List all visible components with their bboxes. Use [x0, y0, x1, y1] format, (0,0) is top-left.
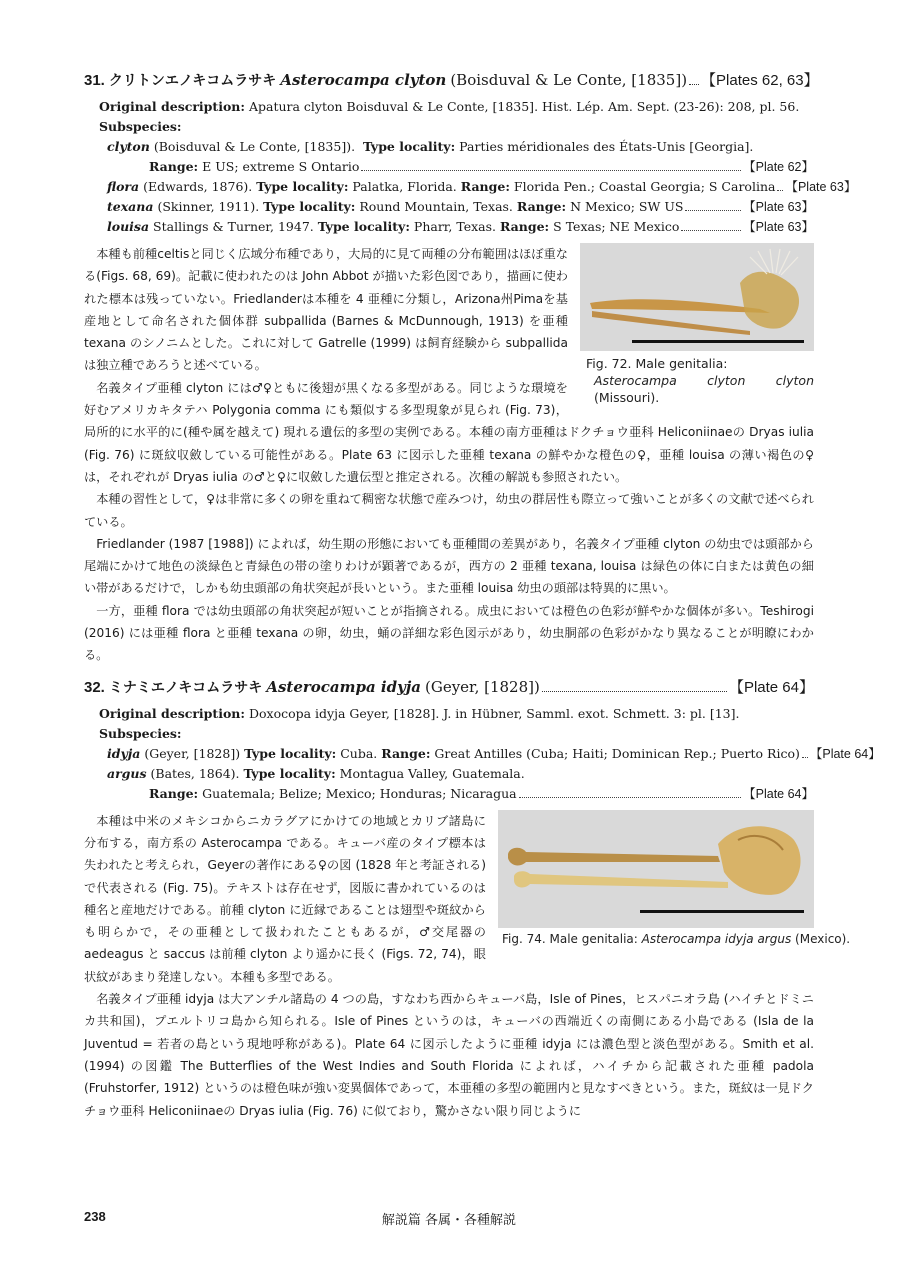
species-32-body	[84, 810, 851, 1122]
figure-72-caption: Fig. 72. Male genitalia: Asterocampa clyton clyton (Missouri).	[586, 356, 814, 405]
subspecies-argus: argus (Bates, 1864). Type locality: Montagua Valley, Guatemala.	[107, 765, 525, 781]
genitalia-photo-74	[498, 810, 814, 928]
subspecies-label: Subspecies:	[99, 725, 182, 741]
figure-74-caption: Fig. 74. Male genitalia: Asterocampa idyja argus (Mexico).	[502, 931, 851, 946]
author: (Boisduval & Le Conte, [1835])	[450, 71, 688, 89]
species-32-heading	[84, 677, 814, 698]
original-description: Original description: Doxocopa idyja Geyer, [1828]. J. in Hübner, Samml. exot. Schmett. 3: pl. [13].	[99, 705, 740, 721]
paragraph: 名義タイプ亜種 clyton には♂♀ともに後翅が黒くなる多型がある。同じような環境を好むアメリカキタテハ Polygonia comma にも類似する多型現象が見られ (Fig. 73)，局所的に水平的に(種や属を越えて) 現れる遺伝的多型の実例である。本種の南方亜種はドクチョウ亜科 Heliconiinaeの Dryas iulia (Fig. 76) に斑紋収斂している可能性がある。Plate 63 に図示した亜種 texana の鮮やかな橙色の♀，亜種 louisa の薄い褐色の♀は，それぞれが Dryas iulia の♂と♀に収斂した遺伝型と推定される。次種の解説も参照されたい。	[84, 380, 814, 484]
paragraph: 本種も前種celtisと同じく広域分布種であり，大局的に見て両種の分布範囲はほぼ重なる(Figs. 68, 69)。記載に使われたのは John Abbot が描いた彩色図であり，描画に使われた標本は残っていない。Friedlanderは本種を 4 亜種に分類し，Arizona州Pimaを基産地として命名された個体群 subpallida (Barnes & McDunnough, 1913) を亜種 texana のシノニムとした。これに対して Gatrelle (1999) は飼育経験から subpallida は独立種であろうと述べている。	[84, 247, 568, 373]
genitalia-illustration	[498, 810, 814, 928]
footer-title: 解説篇 各属・各種解説	[381, 1213, 517, 1228]
subspecies-flora: flora (Edwards, 1876). Type locality: Palatka, Florida. Range: Florida Pen.; Coastal Georgia; S Carolina 【Plate 63】	[107, 179, 857, 194]
scientific-name: Asterocampa clyton	[280, 71, 447, 89]
paragraph: Friedlander (1987 [1988]) によれば，幼生期の形態においても亜種間の差異があり，名義タイプ亜種 clyton の幼虫では頭部から尾端にかけて地色の淡緑色と青緑色の帯の塗りわけが顕著であるが，西方の 2 亜種 texana, louisa は緑色の体に白または黄色の細い帯があるだけで，しかも幼虫頭部の角状突起が長いという。また亜種 louisa 幼虫の頭部は特異的に黒い。	[84, 536, 814, 596]
author: (Geyer, [1828])	[424, 677, 540, 696]
species-number: 32.	[84, 678, 105, 696]
paragraph: 本種は中米のメキシコからニカラグアにかけての地域とカリブ諸島に分布する，南方系の Asterocampa である。キューバ産のタイプ標本は失われたと考えられ，Geyerの著作にある♀の図 (1828 年と考証される) で代表される (Fig. 75)。テキストは存在せず，図版に書かれているのは種名と産地だけである。前種 clyton に近縁であることは翅型や斑紋からも明らかで，その亜種として扱われたこともあるが，♂交尾器の aedeagus と saccus は前種 clyton より遥かに長く (Figs. 72, 74)，眼状紋があまり発達しない。本種も多型である。	[84, 813, 486, 984]
species-31-heading	[84, 70, 819, 91]
page-content	[84, 70, 881, 1122]
subspecies-louisa: louisa Stallings & Turner, 1947. Type locality: Pharr, Texas. Range: S Texas; NE Mexico 【Plate 63】	[107, 219, 814, 234]
paragraph: 一方，亜種 flora では幼虫頭部の角状突起が短いことが指摘される。成虫においては橙色の色彩が鮮やかな個体が多い。Teshirogi (2016) には亜種 flora と亜種 texana の卵，幼虫，蛹の詳細な彩色図示があり，幼虫胴部の色彩がかなり異なることが明瞭にわかる。	[84, 603, 814, 663]
species-32-meta	[84, 704, 814, 744]
plate-ref: 【Plate 64】	[728, 678, 814, 696]
species-31-meta	[84, 97, 814, 157]
species-number: 31.	[84, 72, 105, 89]
plate-ref: 【Plates 62, 63】	[701, 72, 819, 89]
page-number: 238	[84, 1209, 106, 1224]
leader-dots	[542, 691, 727, 692]
subspecies-label: Subspecies:	[99, 119, 182, 134]
paragraph: 本種の習性として，♀は非常に多くの卵を重ねて稠密な状態で産みつけ，幼虫の群居性も際立って強いことが多くの文献で述べられている。	[84, 492, 814, 529]
genitalia-illustration	[580, 243, 814, 351]
leader-dots	[689, 84, 699, 85]
figure-74	[498, 810, 851, 948]
subspecies-argus-range: Range: Guatemala; Belize; Mexico; Honduras; Nicaragua 【Plate 64】	[149, 785, 814, 801]
figure-72	[580, 243, 814, 406]
subspecies-clyton-range: Range: E US; extreme S Ontario 【Plate 62】	[149, 159, 814, 174]
subspecies-clyton: clyton (Boisduval & Le Conte, [1835]). Type locality: Parties méridionales des États-Unis [Georgia].	[107, 139, 754, 154]
original-description: Original description: Apatura clyton Boisduval & Le Conte, [1835]. Hist. Lép. Am. Sept. (23-26): 208, pl. 56.	[99, 99, 800, 114]
paragraph: 名義タイプ亜種 idyja は大アンチル諸島の 4 つの島，すなわち西からキューバ島，Isle of Pines，ヒスパニオラ島 (ハイチとドミニカ共和国)，プエルトリコ島から知られる。Isle of Pines というのは，キューバの西端近くの南側にある小島である (Isla de la Juventud = 若者の島という現地呼称がある)。Plate 64 に図示したように亜種 idyja には濃色型と淡色型がある。Smith et al. (1994) の図鑑 The Butterflies of the West Indies and South Florida によれば，ハイチから記載された亜種 padola (Fruhstorfer, 1912) というのは橙色味が強い変異個体であって，本亜種の多型の範囲内と見なすべきという。また，斑紋は一見ドクチョウ亜科 Heliconiinaeの Dryas iulia (Fig. 76) に似ており，驚かさない限り同じように	[84, 992, 814, 1118]
genitalia-photo-72	[580, 243, 814, 351]
scientific-name: Asterocampa idyja	[266, 677, 421, 696]
subspecies-texana: texana (Skinner, 1911). Type locality: Round Mountain, Texas. Range: N Mexico; SW US 【Plate 63】	[107, 199, 814, 214]
subspecies-idyja: idyja (Geyer, [1828]) Type locality: Cuba. Range: Great Antilles (Cuba; Haiti; Dominican Rep.; Puerto Rico) 【Plate 64】	[107, 745, 881, 761]
species-31-body	[84, 243, 814, 667]
japanese-name: クリトンエノキコムラサキ	[108, 73, 277, 89]
japanese-name: ミナミエノキコムラサキ	[108, 679, 263, 696]
